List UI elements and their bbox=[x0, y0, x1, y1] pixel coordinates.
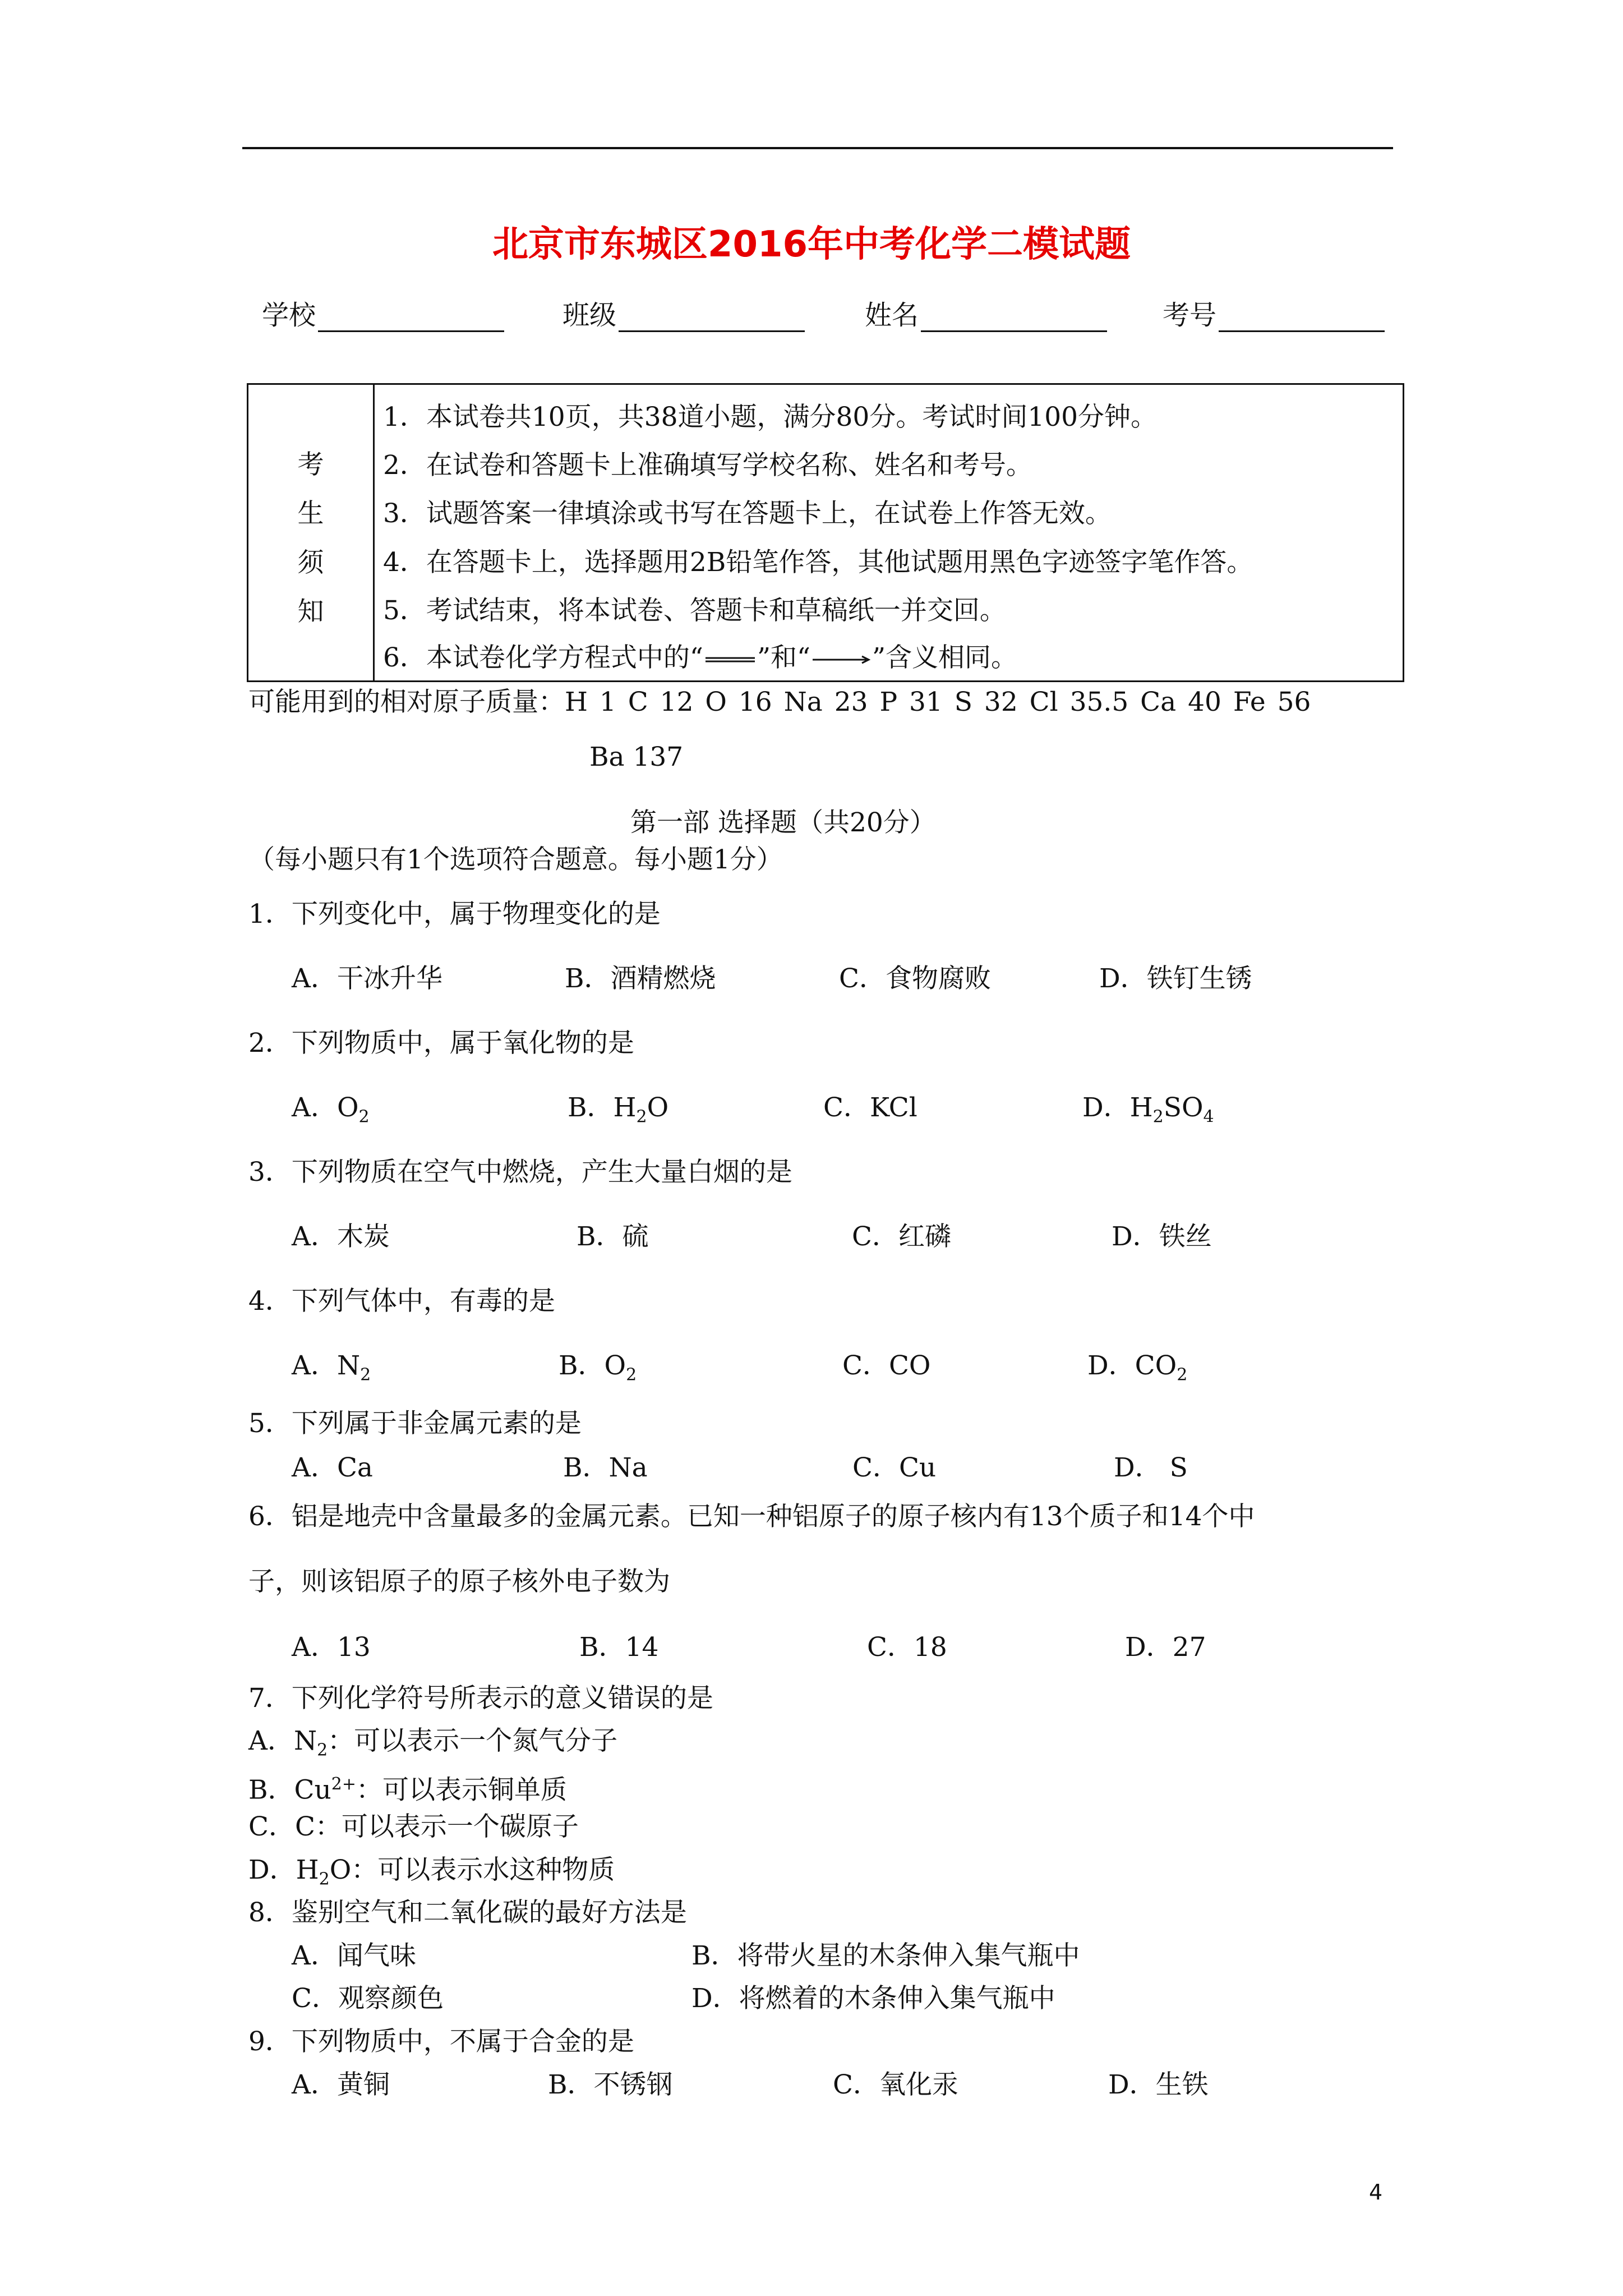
option[interactable]: C．C：可以表示一个碳原子 bbox=[248, 1811, 579, 1842]
question-stem-continued: 子，则该铝原子的原子核外电子数为 bbox=[248, 1566, 670, 1597]
notice-item-equation-symbols: 6．本试卷化学方程式中的“ ”和“ ”含义相同。 bbox=[383, 642, 1018, 673]
option[interactable]: B．14 bbox=[579, 1632, 659, 1663]
option[interactable]: B．$H_2O$ bbox=[568, 1092, 669, 1127]
notice-item: 1．本试卷共10页，共38道小题，满分80分。考试时间100分钟。 bbox=[383, 402, 1158, 432]
option[interactable]: B．硫 bbox=[577, 1221, 649, 1252]
option[interactable]: A．闻气味 bbox=[292, 1940, 416, 1971]
option[interactable]: A．$N_2$ bbox=[292, 1350, 371, 1385]
option[interactable]: C．红磷 bbox=[852, 1221, 951, 1252]
class-blank[interactable] bbox=[619, 306, 805, 332]
notice-heading-char: 考 bbox=[297, 449, 324, 480]
option[interactable]: B．将带火星的木条伸入集气瓶中 bbox=[691, 1940, 1080, 1971]
name-blank[interactable] bbox=[921, 306, 1107, 332]
option[interactable]: D．生铁 bbox=[1108, 2069, 1209, 2100]
question-stem: 6．铝是地壳中含量最多的金属元素。已知一种铝原子的原子核内有13个质子和14个中 bbox=[248, 1501, 1255, 1532]
section-title: 第一部 选择题（共20分） bbox=[630, 807, 936, 838]
notice-heading-char: 生 bbox=[297, 498, 324, 529]
option[interactable]: B．Na bbox=[563, 1452, 648, 1483]
exam-number-field[interactable] bbox=[1163, 298, 1385, 332]
question-stem: 7．下列化学符号所表示的意义错误的是 bbox=[248, 1683, 713, 1714]
option[interactable]: D．$CO_2$ bbox=[1087, 1350, 1188, 1385]
notice-heading-char: 知 bbox=[297, 596, 324, 627]
option[interactable]: D．铁丝 bbox=[1112, 1221, 1212, 1252]
exam-notice-box bbox=[247, 383, 1404, 682]
question-stem: 9．下列物质中，不属于合金的是 bbox=[248, 2026, 634, 2057]
exam-number-label: 考号 bbox=[1163, 300, 1217, 331]
school-blank[interactable] bbox=[318, 306, 504, 332]
option[interactable]: C．KCl bbox=[823, 1092, 917, 1123]
atomic-masses: 可能用到的相对原子质量：H 1 C 12 O 16 Na 23 P 31 S 32 Cl 35.5 Ca 40 Fe 56 bbox=[248, 687, 1311, 717]
option[interactable]: A．$N_2$：可以表示一个氮气分子 bbox=[248, 1726, 618, 1760]
option[interactable]: C．食物腐败 bbox=[839, 963, 991, 994]
school-label: 学校 bbox=[262, 300, 316, 331]
option[interactable]: C．氧化汞 bbox=[833, 2069, 958, 2100]
notice-item: 2．在试卷和答题卡上准确填写学校名称、姓名和考号。 bbox=[383, 450, 1032, 481]
notice-item: 3．试题答案一律填涂或书写在答题卡上，在试卷上作答无效。 bbox=[383, 498, 1112, 529]
option[interactable]: B．酒精燃烧 bbox=[565, 963, 716, 994]
school-field[interactable] bbox=[262, 298, 504, 332]
option[interactable]: A．13 bbox=[292, 1632, 371, 1663]
page-number: 4 bbox=[1369, 2180, 1383, 2205]
page-title: 北京市东城区2016年中考化学二模试题 bbox=[492, 224, 1131, 265]
option[interactable]: D．$H_2SO_4$ bbox=[1082, 1092, 1214, 1127]
option[interactable]: C．CO bbox=[842, 1350, 931, 1381]
question-stem: 1．下列变化中，属于物理变化的是 bbox=[248, 899, 661, 930]
option[interactable]: D．27 bbox=[1125, 1632, 1206, 1663]
notice-heading bbox=[248, 385, 375, 680]
section-note: （每小题只有1个选项符合题意。每小题1分） bbox=[248, 844, 783, 875]
option[interactable]: D． S bbox=[1114, 1452, 1188, 1483]
notice-heading-char: 须 bbox=[297, 547, 324, 578]
option[interactable]: B．不锈钢 bbox=[548, 2069, 673, 2100]
option[interactable]: A．干冰升华 bbox=[292, 963, 442, 994]
exam-number-blank[interactable] bbox=[1219, 306, 1385, 332]
class-field[interactable] bbox=[562, 298, 805, 332]
option[interactable]: A．$O_2$ bbox=[292, 1092, 370, 1127]
equals-sign-icon bbox=[703, 657, 757, 662]
option[interactable]: A．木炭 bbox=[292, 1221, 390, 1252]
notice-item: 5．考试结束，将本试卷、答题卡和草稿纸一并交回。 bbox=[383, 595, 1006, 626]
name-field[interactable] bbox=[865, 298, 1107, 332]
option[interactable]: D．将燃着的木条伸入集气瓶中 bbox=[691, 1983, 1055, 2014]
header-rule bbox=[242, 147, 1393, 149]
option[interactable]: D．铁钉生锈 bbox=[1099, 963, 1252, 994]
option[interactable]: D．$H_2O$：可以表示水这种物质 bbox=[248, 1855, 615, 1889]
class-label: 班级 bbox=[562, 300, 617, 331]
question-stem: 2．下列物质中，属于氧化物的是 bbox=[248, 1028, 634, 1059]
option[interactable]: A．Ca bbox=[292, 1452, 373, 1483]
option[interactable]: B．$Cu^{2+}$：可以表示铜单质 bbox=[248, 1774, 568, 1806]
notice-item: 4．在答题卡上，选择题用2B铅笔作答，其他试题用黑色字迹签字笔作答。 bbox=[383, 547, 1253, 578]
option[interactable]: A．黄铜 bbox=[292, 2069, 390, 2100]
option[interactable]: C．18 bbox=[867, 1632, 947, 1663]
question-stem: 5．下列属于非金属元素的是 bbox=[248, 1408, 582, 1439]
name-label: 姓名 bbox=[865, 300, 919, 331]
right-arrow-icon bbox=[810, 657, 872, 662]
question-stem: 4．下列气体中，有毒的是 bbox=[248, 1286, 555, 1317]
question-stem: 3．下列物质在空气中燃烧，产生大量白烟的是 bbox=[248, 1157, 792, 1188]
option[interactable]: B．$O_2$ bbox=[559, 1350, 637, 1385]
question-stem: 8．鉴别空气和二氧化碳的最好方法是 bbox=[248, 1897, 687, 1928]
atomic-masses-continued: Ba 137 bbox=[589, 742, 684, 772]
option[interactable]: C．观察颜色 bbox=[292, 1983, 444, 2014]
option[interactable]: C．Cu bbox=[852, 1452, 937, 1483]
